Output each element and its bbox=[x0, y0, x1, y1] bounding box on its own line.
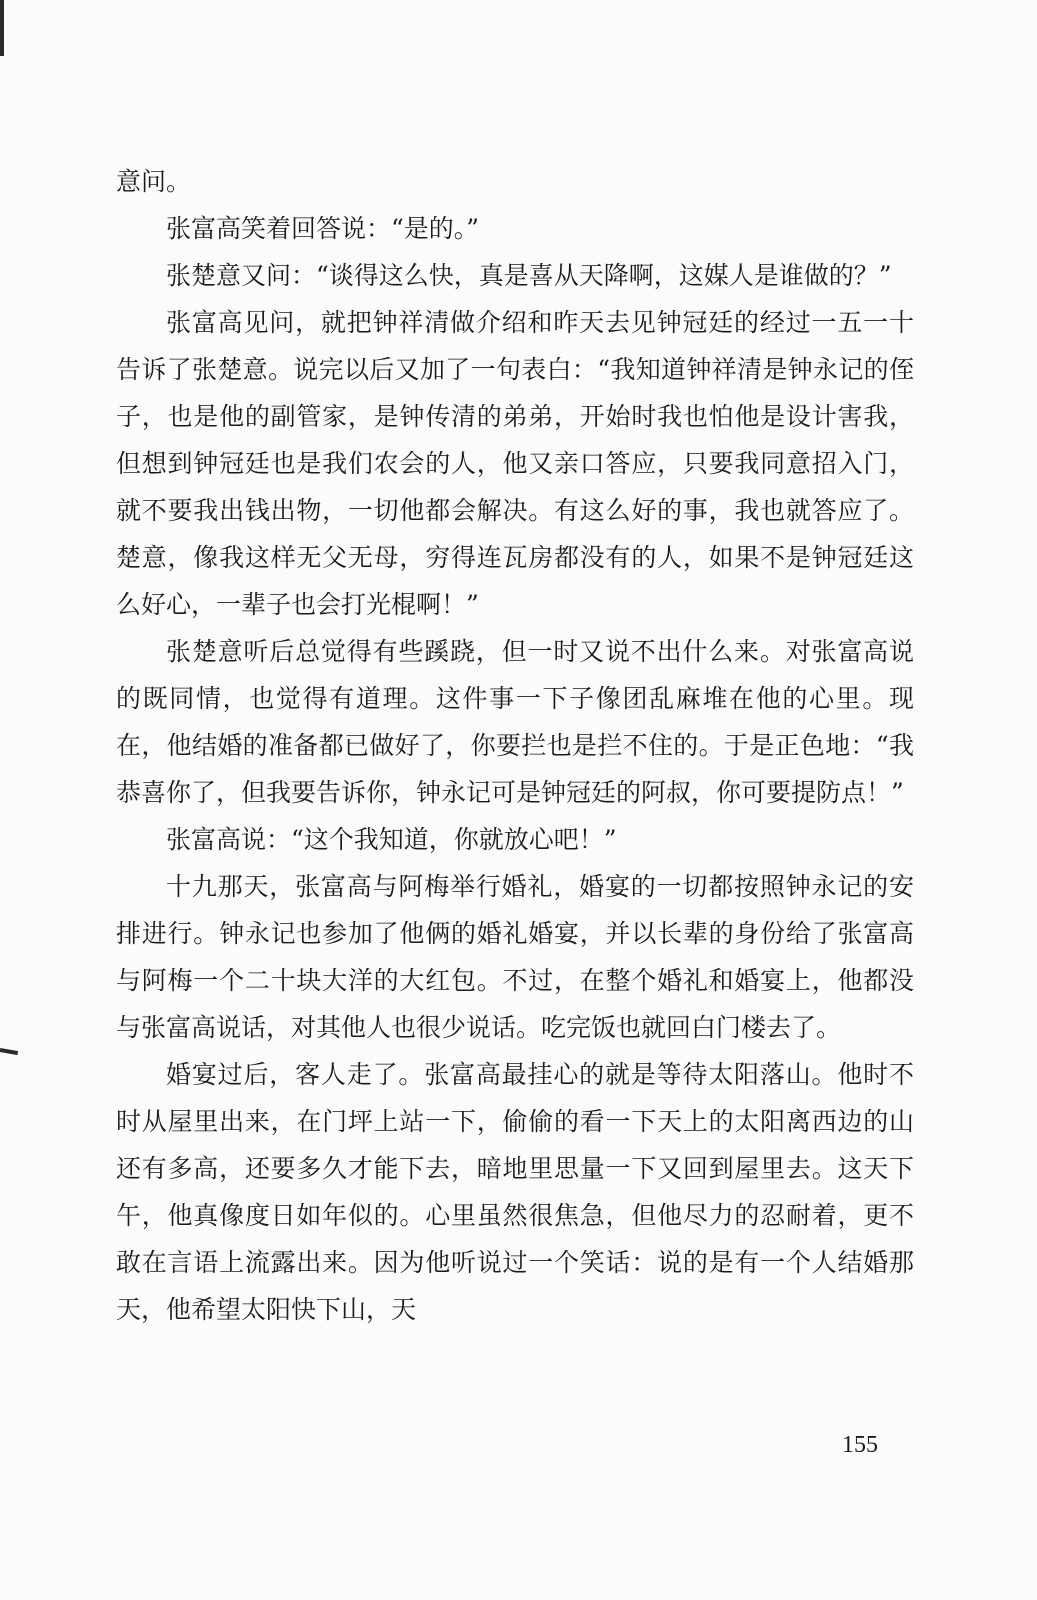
paragraph: 张楚意听后总觉得有些蹊跷，但一时又说不出什么来。对张富高说的既同情，也觉得有道理。这件事一下子像团乱麻堆在他的心里。现在，他结婚的准备都已做好了，你要拦也是拦不住的。于是正色地：“我恭喜你了，但我要告诉你，钟永记可是钟冠廷的阿叔，你可要提防点！” bbox=[116, 637, 914, 807]
paragraph: 意问。 bbox=[116, 167, 192, 196]
page-number: 155 bbox=[842, 1432, 878, 1458]
paragraph: 张富高见问，就把钟祥清做介绍和昨天去见钟冠廷的经过一五一十告诉了张楚意。说完以后又加了一句表白：“我知道钟祥清是钟永记的侄子，也是他的副管家，是钟传清的弟弟，开始时我也怕他是设计害我，但想到钟冠廷也是我们农会的人，他又亲口答应，只要我同意招入门，就不要我出钱出物，一切他都会解决。有这么好的事，我也就答应了。楚意，像我这样无父无母，穷得连瓦房都没有的人，如果不是钟冠廷这么好心，一辈子也会打光棍啊！” bbox=[116, 308, 914, 619]
scan-edge-mark bbox=[0, 1048, 18, 1055]
paragraph: 婚宴过后，客人走了。张富高最挂心的就是等待太阳落山。他时不时从屋里出来，在门坪上站一下，偷偷的看一下天上的太阳离西边的山还有多高，还要多久才能下去，暗地里思量一下又回到屋里去。这天下午，他真像度日如年似的。心里虽然很焦急，但他尽力的忍耐着，更不敢在言语上流露出来。因为他听说过一个笑话：说的是有一个人结婚那天，他希望太阳快下山，天 bbox=[116, 1060, 914, 1324]
paragraph: 张楚意又问：“谈得这么快，真是喜从天降啊，这媒人是谁做的？” bbox=[166, 261, 892, 290]
paragraph: 张富高笑着回答说：“是的。” bbox=[166, 214, 480, 243]
scan-edge-mark bbox=[0, 0, 4, 56]
paragraph: 张富高说：“这个我知道，你就放心吧！” bbox=[166, 825, 617, 854]
body-text bbox=[116, 158, 914, 1333]
paragraph: 十九那天，张富高与阿梅举行婚礼，婚宴的一切都按照钟永记的安排进行。钟永记也参加了他俩的婚礼婚宴，并以长辈的身份给了张富高与阿梅一个二十块大洋的大红包。不过，在整个婚礼和婚宴上，他都没与张富高说话，对其他人也很少说话。吃完饭也就回白门楼去了。 bbox=[116, 872, 914, 1042]
